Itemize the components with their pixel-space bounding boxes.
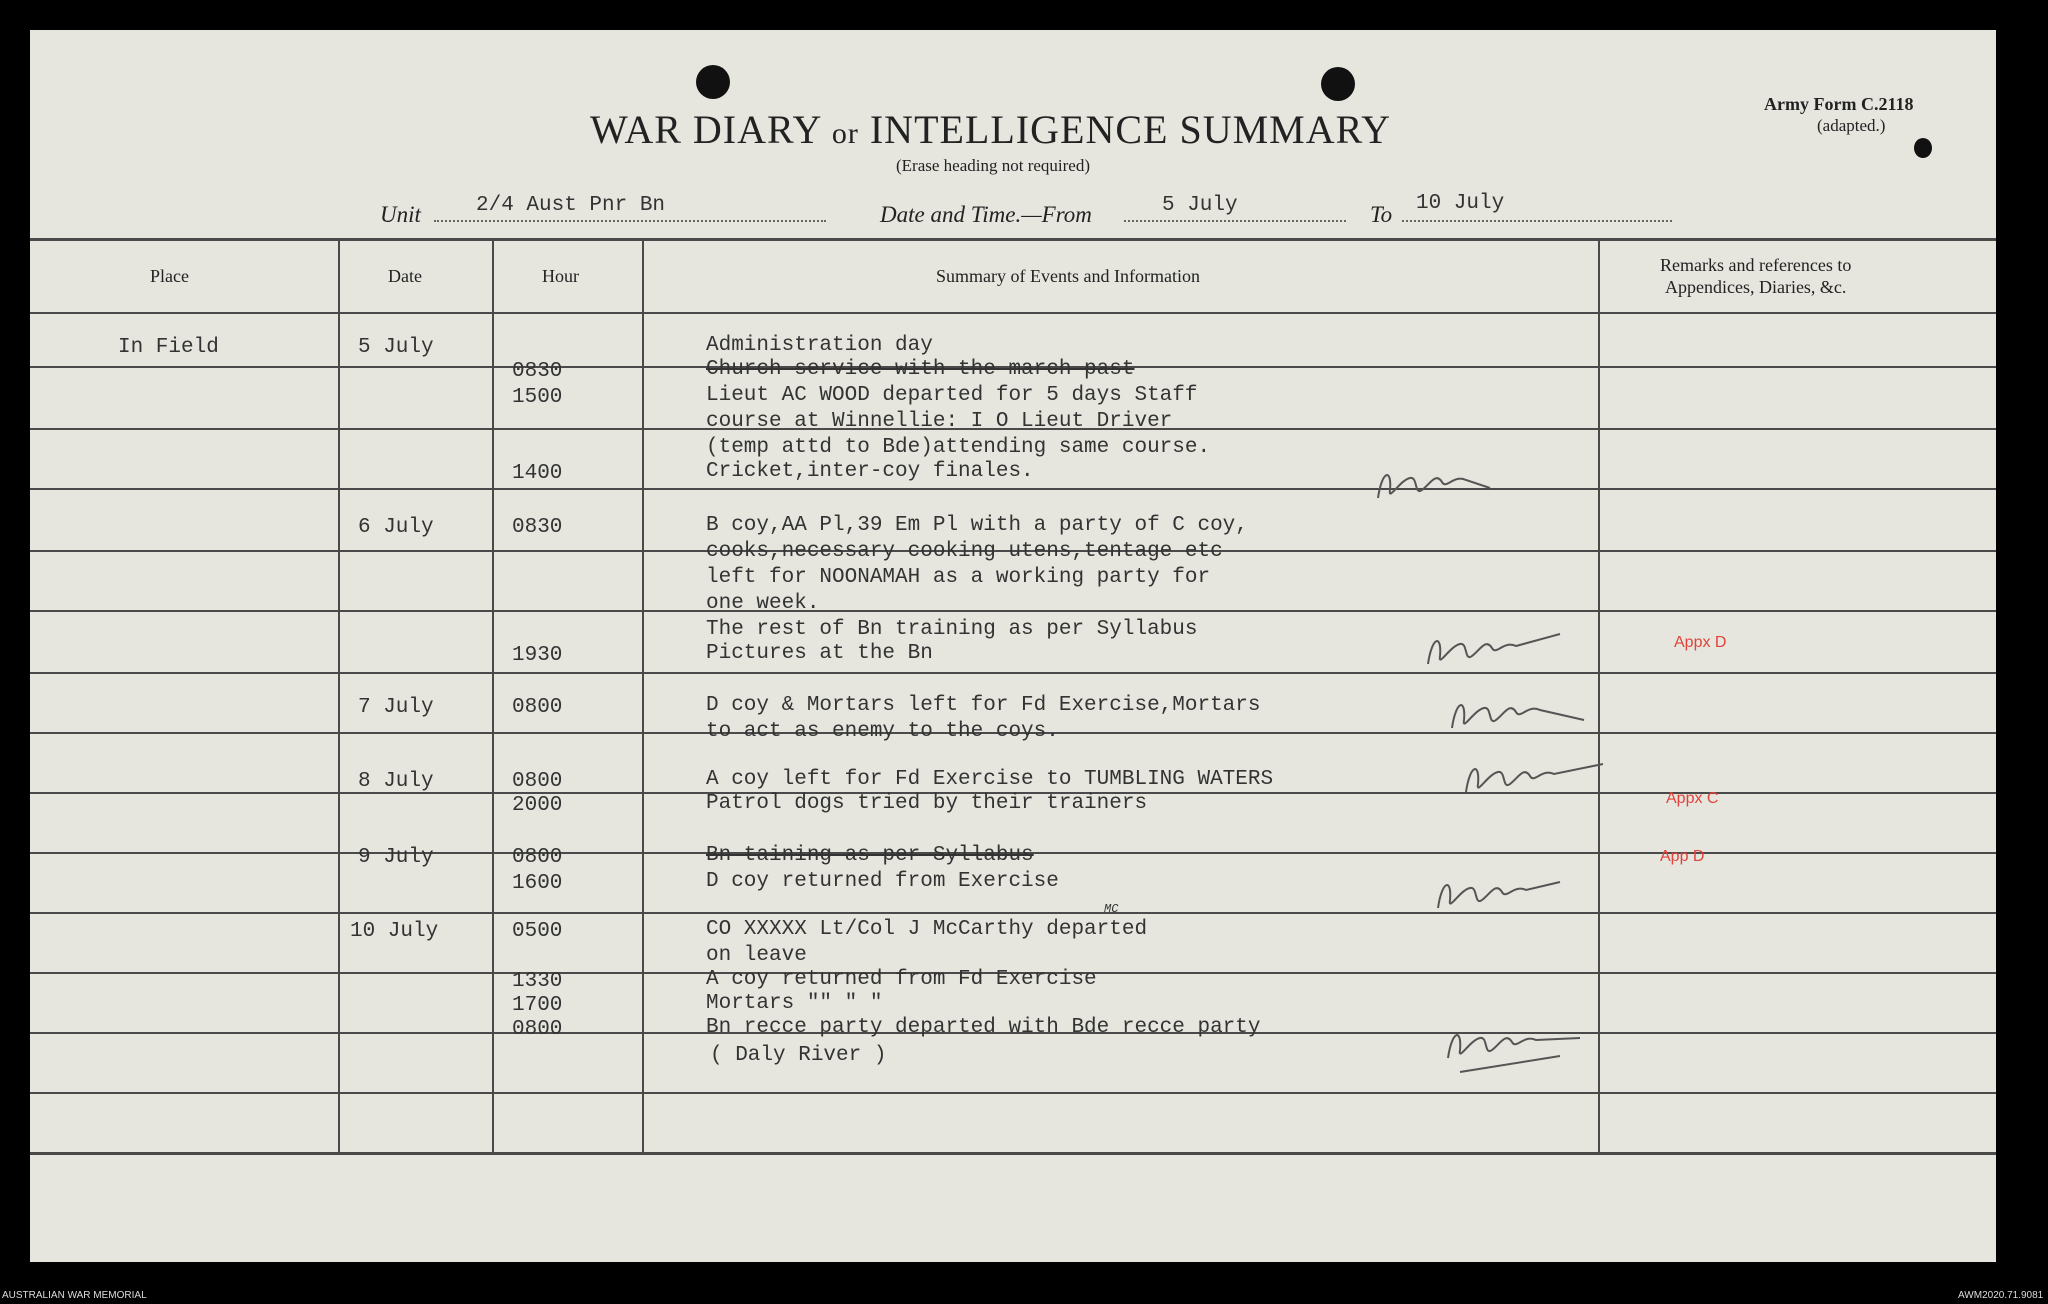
diary-page	[30, 30, 1996, 1262]
hour-cell: 0830	[512, 360, 563, 383]
col-header-remarks-line-2: Appendices, Diaries, &c.	[1664, 277, 1847, 297]
summary-line: The rest of Bn training as per Syllabus	[706, 618, 1198, 641]
col-divider-place	[338, 238, 340, 1154]
table-bottom-rule	[30, 1152, 1996, 1155]
summary-line: A coy left for Fd Exercise to TUMBLING WATERS	[706, 768, 1274, 791]
signature-initials	[1440, 1020, 1590, 1080]
punch-hole-left	[696, 65, 730, 99]
remark-appendix: Appx C	[1666, 790, 1719, 807]
title-intelligence-summary: INTELLIGENCE SUMMARY	[869, 107, 1391, 152]
signature-initials	[1458, 754, 1608, 804]
page-subtitle: (Erase heading not required)	[896, 156, 1090, 175]
table-top-rule	[30, 238, 1996, 241]
handwritten-initials-mc: MC	[1104, 902, 1119, 916]
to-label: To	[1370, 202, 1393, 227]
hour-cell: 2000	[512, 794, 563, 817]
summary-line: B coy,AA Pl,39 Em Pl with a party of C coy,	[706, 514, 1248, 537]
credit-right: AWM2020.71.9081	[1958, 1290, 2044, 1301]
summary-line: D coy returned from Exercise	[706, 870, 1059, 893]
header-bottom-rule	[30, 312, 1996, 314]
summary-line: Administration day	[706, 334, 933, 357]
unit-dotted-line	[434, 220, 826, 222]
hour-cell: 1700	[512, 994, 563, 1017]
summary-line: Mortars "" " "	[706, 992, 883, 1015]
credit-left: AUSTRALIAN WAR MEMORIAL	[2, 1290, 147, 1301]
hour-cell: 1400	[512, 462, 563, 485]
place-cell: In Field	[118, 336, 219, 359]
col-divider-date	[492, 238, 494, 1154]
punch-hole-right	[1321, 67, 1355, 101]
hour-cell: 0500	[512, 920, 563, 943]
summary-line: one week.	[706, 592, 820, 615]
signature-initials	[1430, 870, 1570, 920]
col-header-remarks	[1660, 254, 1851, 298]
signature-initials	[1420, 626, 1570, 676]
hour-cell: 0800	[512, 770, 563, 793]
hour-cell: 0830	[512, 516, 563, 539]
row-rule	[30, 610, 1996, 612]
row-rule	[30, 912, 1996, 914]
summary-line: CO XXXXX Lt/Col J McCarthy departed	[706, 918, 1148, 941]
summary-line: to act as enemy to the coys.	[706, 720, 1059, 743]
summary-line: left for NOONAMAH as a working party for	[706, 566, 1211, 589]
col-header-place: Place	[150, 266, 189, 286]
date-cell: 8 July	[358, 770, 434, 793]
hour-cell: 0800	[512, 1018, 563, 1041]
date-cell: 10 July	[350, 920, 439, 943]
summary-line: Cricket,inter-coy finales.	[706, 460, 1034, 483]
summary-line: on leave	[706, 944, 807, 967]
summary-line: Church service with the march past	[706, 358, 1135, 381]
to-date: 10 July	[1416, 192, 1505, 215]
date-time-label: Date and Time.—From	[880, 202, 1092, 227]
row-rule	[30, 1092, 1996, 1094]
signature-initials	[1444, 690, 1594, 740]
hour-cell: 1500	[512, 386, 563, 409]
summary-line: ( Daly River )	[710, 1044, 887, 1067]
col-header-summary: Summary of Events and Information	[936, 266, 1200, 286]
punch-hole-small	[1914, 138, 1932, 158]
signature-initials	[1370, 460, 1500, 510]
title-war-diary: WAR DIARY	[590, 107, 821, 152]
summary-line: A coy returned from Fd Exercise	[706, 968, 1097, 991]
unit-label: Unit	[380, 202, 421, 227]
hour-cell: 1930	[512, 644, 563, 667]
date-cell: 7 July	[358, 696, 434, 719]
remark-appendix: Appx D	[1674, 634, 1727, 651]
to-dotted-line	[1402, 220, 1672, 222]
title-or: or	[831, 117, 859, 150]
summary-line: Bn taining as per Syllabus	[706, 844, 1034, 867]
row-rule	[30, 672, 1996, 674]
col-divider-summary	[1598, 238, 1600, 1154]
army-form-number: Army Form C.2118	[1764, 94, 1914, 114]
summary-line: Pictures at the Bn	[706, 642, 933, 665]
hour-cell: 1600	[512, 872, 563, 895]
hour-cell: 0800	[512, 696, 563, 719]
page-title	[590, 106, 1391, 153]
from-date: 5 July	[1162, 194, 1238, 217]
date-cell: 9 July	[358, 846, 434, 869]
hour-cell: 1330	[512, 970, 563, 993]
col-header-hour: Hour	[542, 266, 579, 286]
summary-line: Patrol dogs tried by their trainers	[706, 792, 1148, 815]
army-form-adapted: (adapted.)	[1817, 116, 1886, 135]
date-cell: 6 July	[358, 516, 434, 539]
from-dotted-line	[1124, 220, 1346, 222]
date-cell: 5 July	[358, 336, 434, 359]
unit-value: 2/4 Aust Pnr Bn	[476, 194, 666, 217]
summary-line: cooks,necessary cooking utens,tentage etc	[706, 540, 1223, 563]
summary-line: Lieut AC WOOD departed for 5 days Staff	[706, 384, 1198, 407]
col-header-date: Date	[388, 266, 422, 286]
summary-line: Bn recce party departed with Bde recce party	[706, 1016, 1261, 1039]
hour-cell: 0800	[512, 846, 563, 869]
row-rule	[30, 488, 1996, 490]
summary-line: D coy & Mortars left for Fd Exercise,Mortars	[706, 694, 1261, 717]
remark-appendix: App D	[1660, 848, 1705, 865]
summary-line: (temp attd to Bde)attending same course.	[706, 436, 1211, 459]
col-header-remarks-line-1: Remarks and references to	[1660, 255, 1852, 275]
col-divider-hour	[642, 238, 644, 1154]
summary-line: course at Winnellie: I O Lieut Driver	[706, 410, 1173, 433]
